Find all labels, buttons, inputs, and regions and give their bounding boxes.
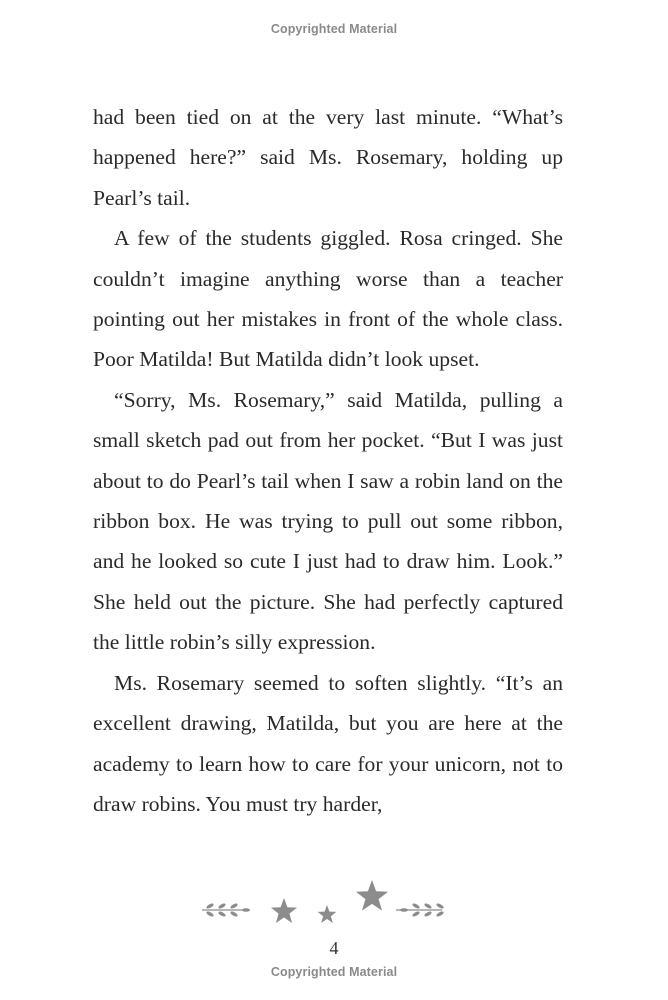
paragraph: A few of the students giggled. Rosa cringed. She couldn’t imagine anything worse than a teacher pointing out her mistakes in front of the whole class. Poor Matilda! But Matilda didn’t look upset. <box>93 226 563 372</box>
copyright-notice-top: Copyrighted Material <box>270 22 398 36</box>
star-icon <box>356 880 388 911</box>
page-body-text <box>93 97 563 824</box>
left-vine-icon <box>202 902 250 917</box>
paragraph: Ms. Rosemary seemed to soften slightly. “It’s an excellent drawing, Matilda, but you are here at the academy to learn how to care for your unicorn, not to draw robins. You must try harder, <box>93 670 563 816</box>
paragraph-continuation: had been tied on at the very last minute. “What’s happened here?” said Ms. Rosemary, holding up Pearl’s tail. <box>93 105 563 210</box>
paragraph: “Sorry, Ms. Rosemary,” said Matilda, pulling a small sketch pad out from her pocket. “But I was just about to do Pearl’s tail when I saw a robin land on the ribbon box. He was trying to pull out some ribbon, and he looked so cute I just had to draw him. Look.” She held out the picture. She had perfectly captured the little robin’s silly expression. <box>93 387 563 655</box>
star-icon <box>271 898 297 923</box>
stars-ornament-icon <box>200 876 450 926</box>
copyright-notice-bottom: Copyrighted Material <box>270 965 398 979</box>
page-number: 4 <box>329 938 339 958</box>
star-icon <box>318 905 337 923</box>
right-vine-icon <box>396 902 444 917</box>
